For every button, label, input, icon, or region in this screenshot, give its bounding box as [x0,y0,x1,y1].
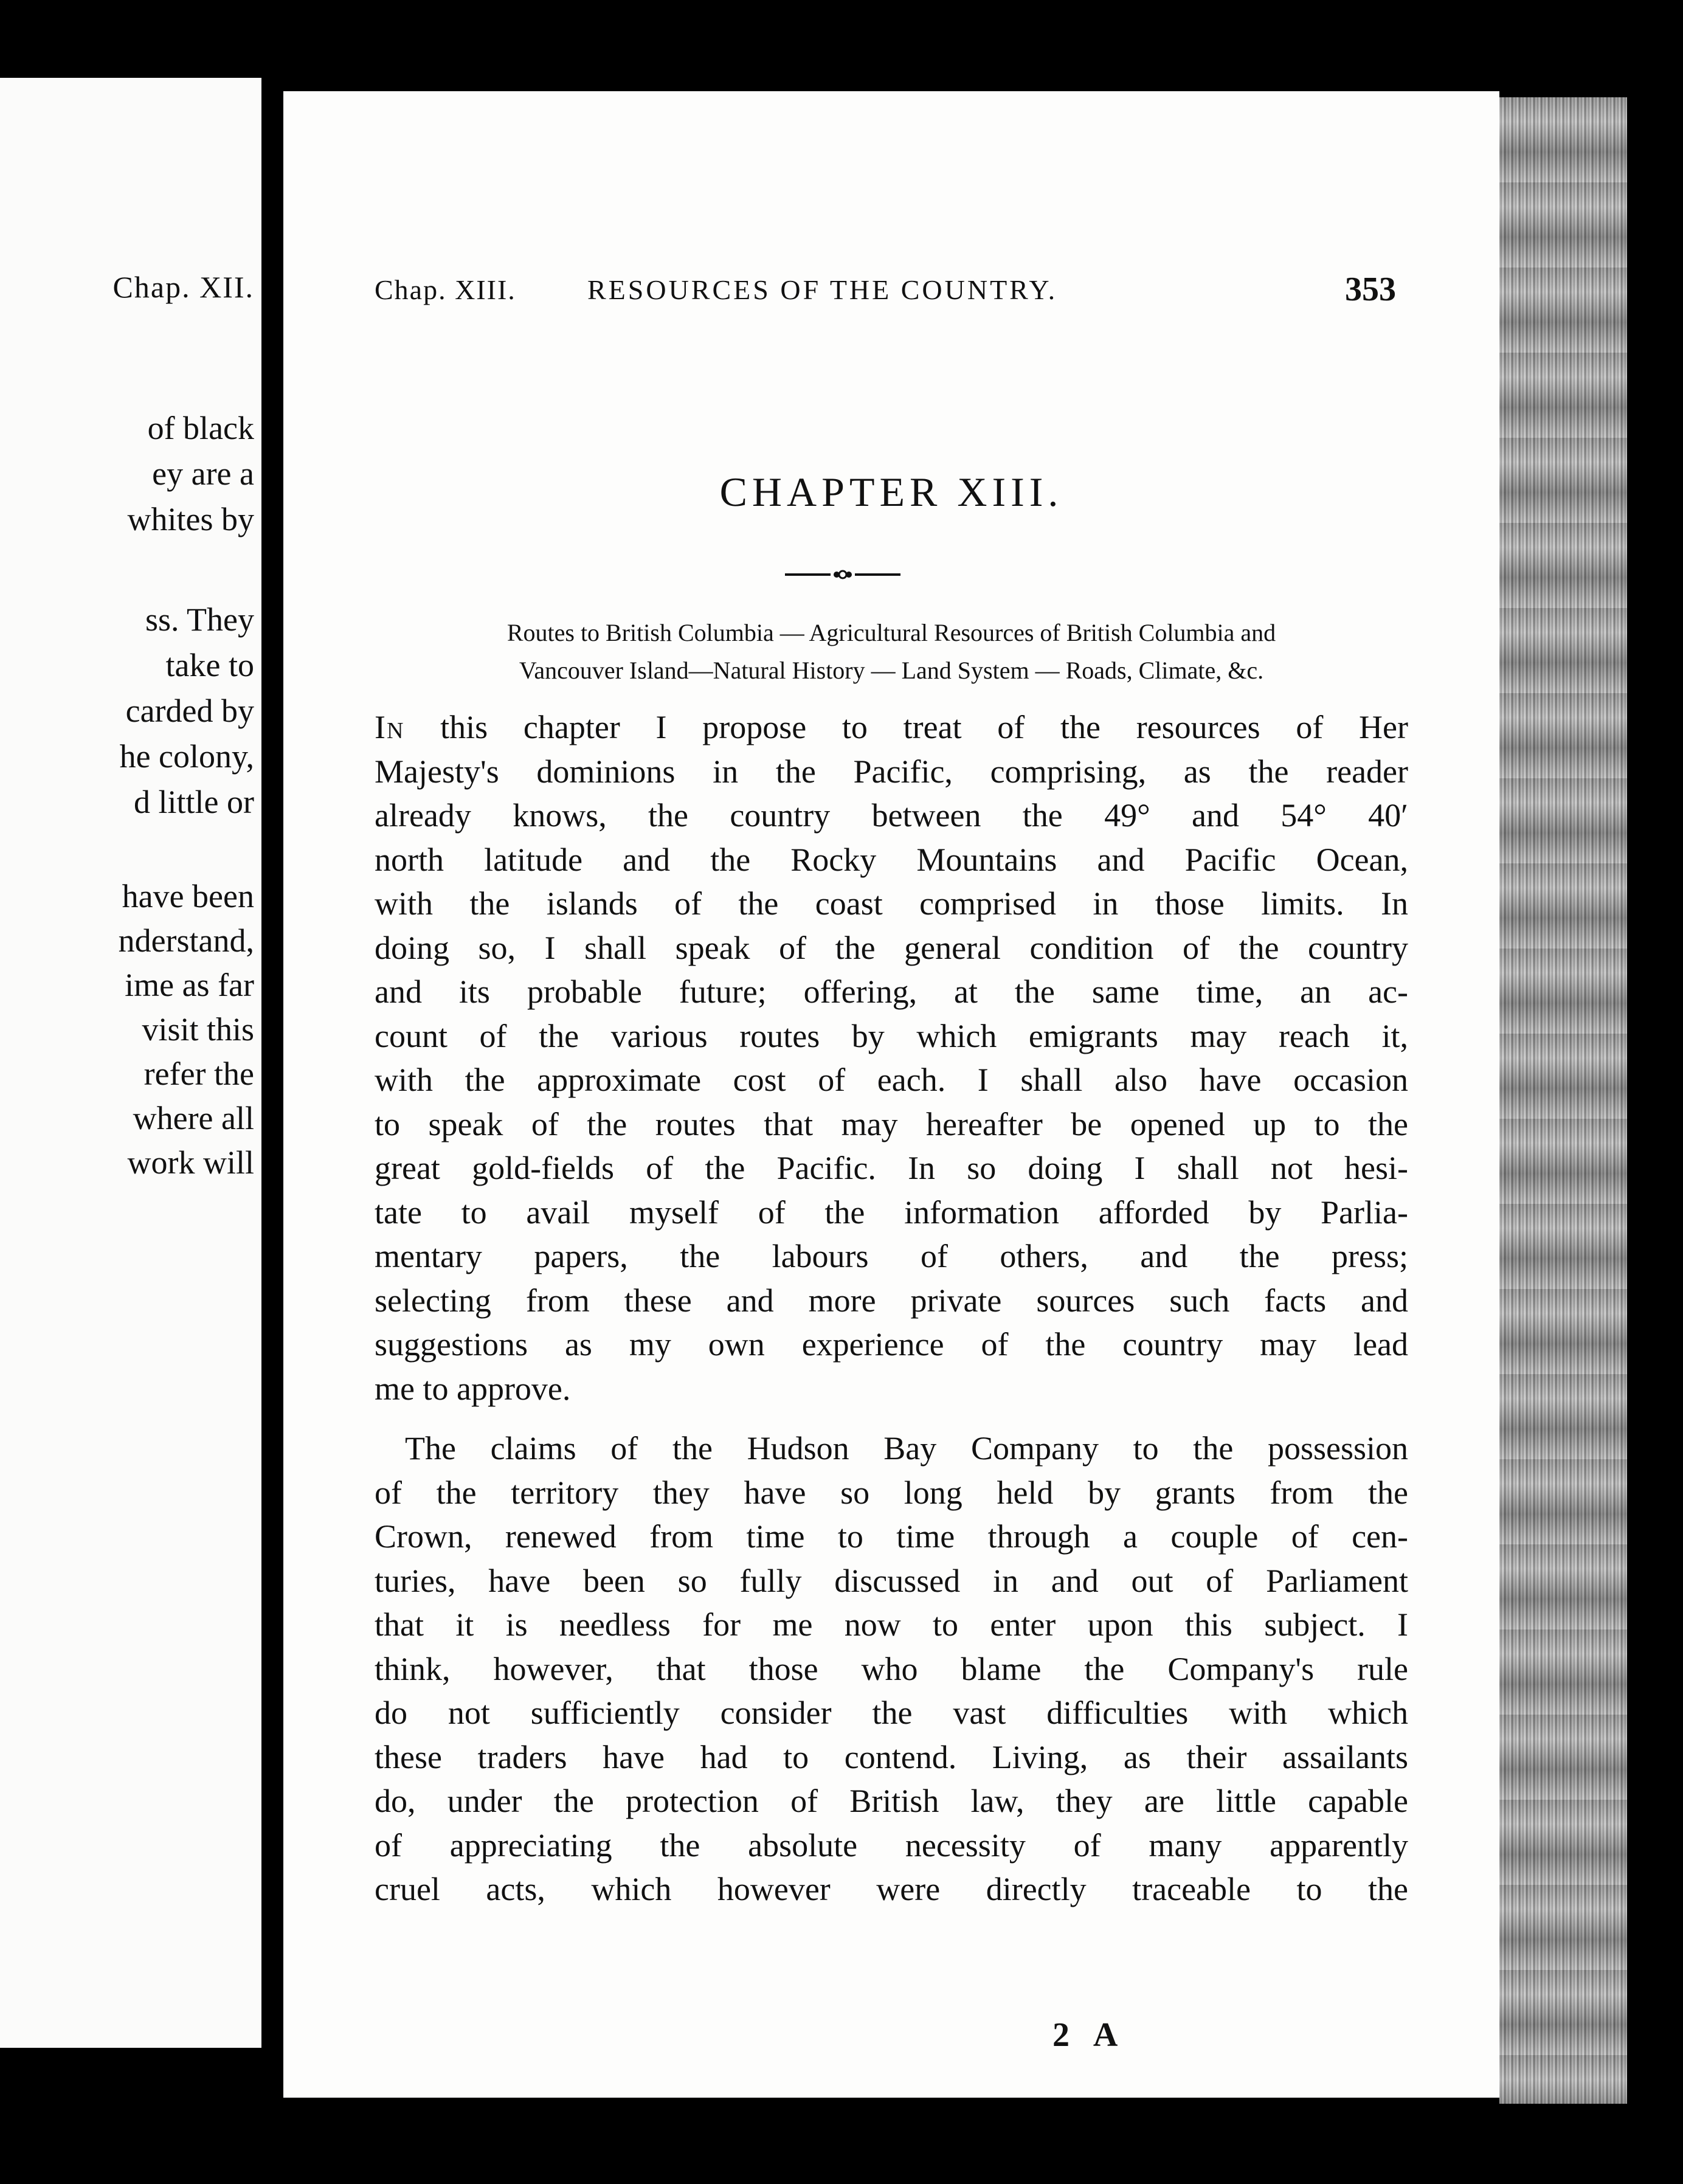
left-page-line: nderstand, [118,922,254,959]
left-page-line: visit this [142,1011,254,1048]
page-edges [1499,97,1627,2104]
text-line: to speak of the routes that may hereafter be opened up to the [375,1105,1408,1142]
left-page-line: d little or [134,784,254,820]
text-line: north latitude and the Rocky Mountains and Pacific Ocean, [375,841,1408,878]
text-line: selecting from these and more private sources such facts and [375,1282,1408,1319]
left-page-line: he colony, [119,738,254,775]
left-page-line: take to [165,647,254,683]
text-line: that it is needless for me now to enter upon this subject. I [375,1606,1408,1643]
text-line: Majesty's dominions in the Pacific, comprising, as the reader [375,753,1408,790]
left-page-line: work will [127,1144,254,1181]
text-line: think, however, that those who blame the Company's rule [375,1650,1408,1687]
chapter-synopsis [375,614,1408,689]
running-head-title: RESOURCES OF THE COUNTRY. [587,274,1058,305]
text-line: with the approximate cost of each. I shall also have occasion [375,1062,1408,1098]
left-page [0,78,261,2048]
text-line: suggestions as my own experience of the country may lead [375,1326,1408,1363]
chapter-title: CHAPTER XIII. [719,469,1063,515]
initial-word: In [375,709,405,745]
text-line: with the islands of the coast comprised in those limits. In [375,885,1408,922]
running-head-chapter: Chap. XIII. [375,274,516,305]
left-page-line: ey are a [152,455,254,492]
ornament-rule [782,565,904,584]
text-line: of the territory they have so long held by grants from the [375,1474,1408,1511]
text-line: great gold-fields of the Pacific. In so doing I shall not hesi- [375,1150,1408,1186]
text-line: cruel acts, which however were directly traceable to the [375,1871,1408,1907]
left-page-line: of black [147,410,254,446]
text-line [375,705,1408,750]
text-line: mentary papers, the labours of others, and the press; [375,1238,1408,1274]
paragraph-1 [375,705,1408,1411]
text-line: do not sufficiently consider the vast difficulties with which [375,1695,1408,1731]
running-head [375,271,1396,322]
text-line: already knows, the country between the 49° and 54° 40′ [375,797,1408,834]
right-page [283,91,1499,2098]
signature-mark: 2 A [1052,2016,1127,2054]
text-line: me to approve. [375,1370,571,1407]
text-line: and its probable future; offering, at the same time, an ac- [375,973,1408,1010]
text-line: of appreciating the absolute necessity of many apparently [375,1826,1408,1864]
left-page-line: whites by [127,501,254,537]
synopsis-line: Vancouver Island—Natural History — Land System — Roads, Climate, &c. [519,657,1264,684]
page-number: 353 [1345,271,1396,308]
text-line: The claims of the Hudson Bay Company to the possession [405,1430,1408,1467]
text-line: turies, have been so fully discussed in and out of Parliament [375,1562,1408,1599]
synopsis-line: Routes to British Columbia — Agricultural Resources of British Columbia and [506,619,1276,646]
text-line: Crown, renewed from time to time through a couple of cen- [375,1518,1408,1555]
left-page-line: refer the [143,1056,254,1092]
left-page-line: where all [133,1100,254,1136]
paragraph-2 [375,1426,1408,1912]
text-line: these traders have had to contend. Living, as their assailants [375,1738,1408,1775]
text-line: doing so, I shall speak of the general condition of the country [375,929,1408,966]
text-line-rest: this chapter I propose to treat of the resources of Her [404,709,1408,745]
body-text [375,705,1408,1912]
left-page-line: have been [122,878,254,914]
left-page-line: carded by [125,693,254,729]
text-line: count of the various routes by which emigrants may reach it, [375,1017,1408,1054]
left-page-header: Chap. XII. [112,270,254,304]
text-line: do, under the protection of British law, they are little capable [375,1783,1408,1819]
left-page-line: ss. They [145,601,254,638]
text-line: tate to avail myself of the information afforded by Parlia- [375,1194,1408,1231]
left-page-line: ime as far [125,967,254,1003]
